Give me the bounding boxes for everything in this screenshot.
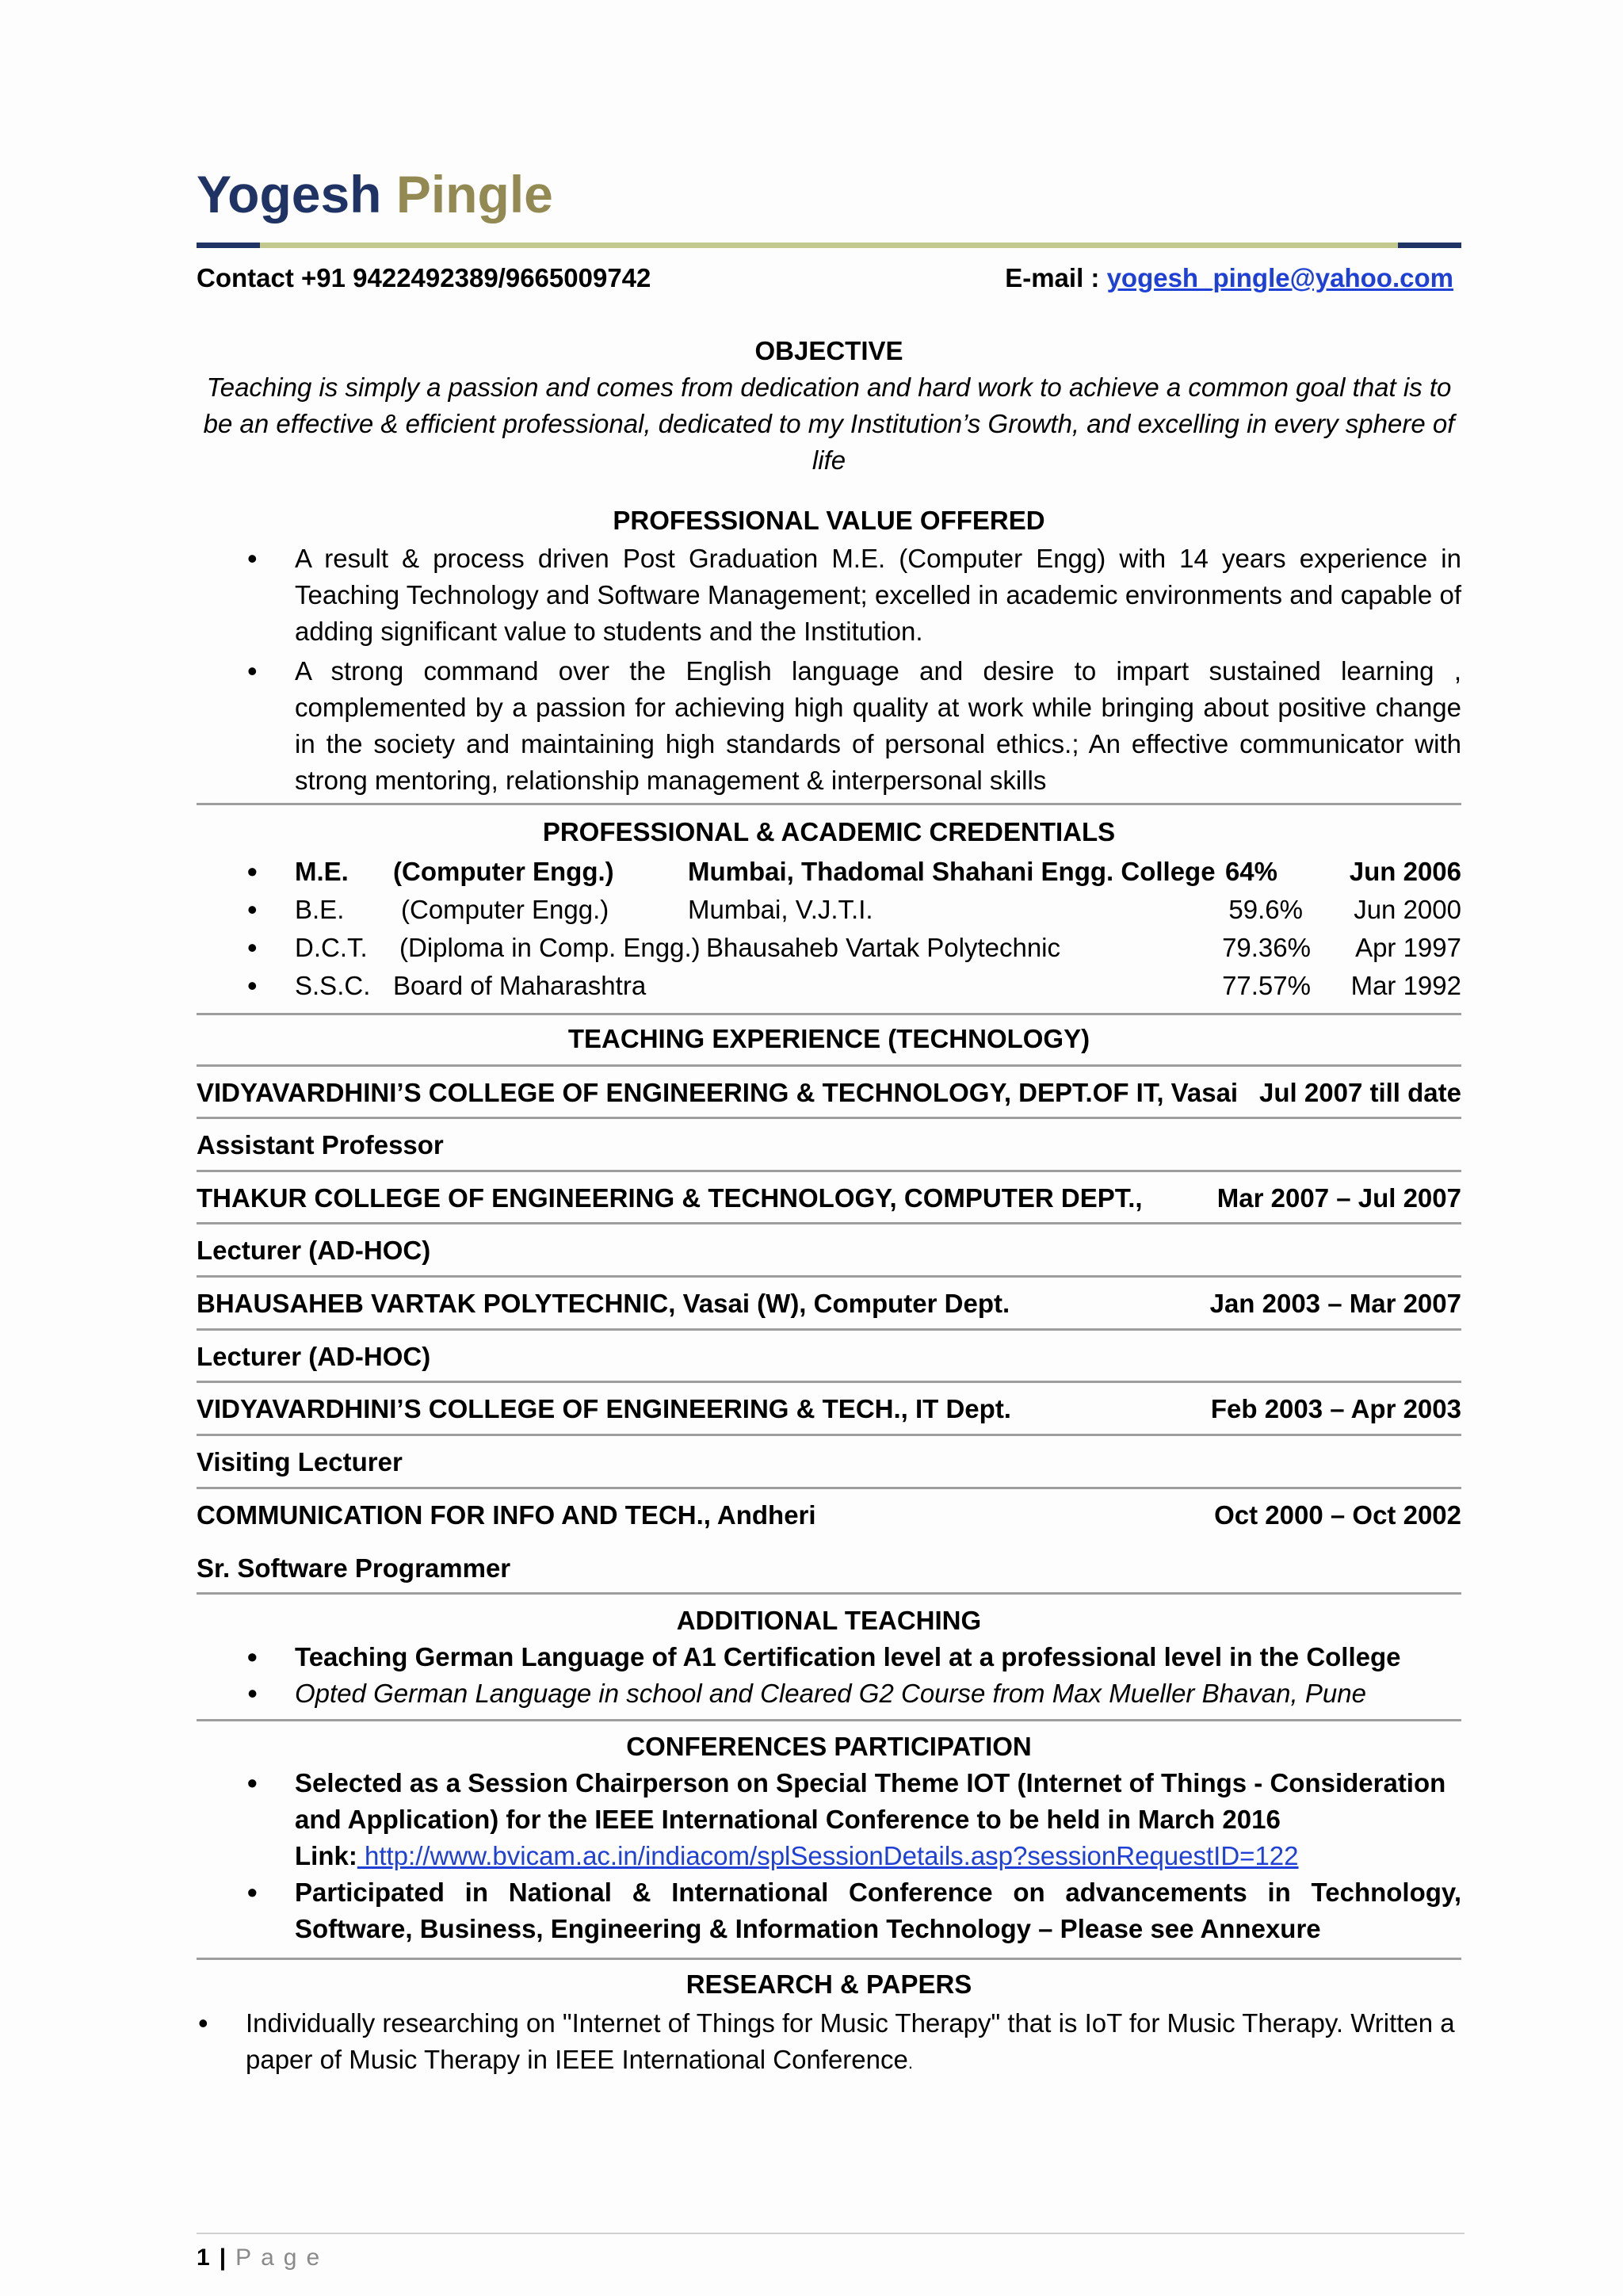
experience-org: VIDYAVARDHINI’S COLLEGE OF ENGINEERING & TECH., IT Dept. xyxy=(197,1394,1011,1423)
experience-org: BHAUSAHEB VARTAK POLYTECHNIC, Vasai (W), Computer Dept. xyxy=(197,1289,1010,1318)
page-separator: | xyxy=(219,2244,227,2271)
divider xyxy=(197,803,1461,805)
additional-list xyxy=(197,1639,1461,1712)
experience-org: THAKUR COLLEGE OF ENGINEERING & TECHNOLOGY, COMPUTER DEPT., xyxy=(197,1183,1143,1213)
page-number: 1 xyxy=(197,2244,210,2271)
experience-org-row xyxy=(197,1067,1461,1119)
credential-degree: M.E. xyxy=(295,857,349,886)
section-heading-research: RESEARCH & PAPERS xyxy=(685,1969,972,1999)
experience-role-row xyxy=(197,1542,1461,1595)
credential-degree: S.S.C. xyxy=(295,971,371,1000)
experience-dates: Feb 2003 – Apr 2003 xyxy=(1210,1394,1461,1423)
experience-role: Sr. Software Programmer xyxy=(197,1553,511,1583)
divider xyxy=(197,1013,1461,1015)
research-list xyxy=(147,2005,1495,2081)
bullet-icon: • xyxy=(247,893,258,926)
conferences-section xyxy=(197,1730,1461,1947)
experience-dates: Oct 2000 – Oct 2002 xyxy=(1214,1500,1461,1530)
experience-role-row xyxy=(197,1331,1461,1383)
section-heading-experience: TEACHING EXPERIENCE (TECHNOLOGY) xyxy=(567,1024,1090,1053)
experience-role: Lecturer (AD-HOC) xyxy=(197,1236,431,1265)
last-name: Pingle xyxy=(395,165,553,223)
page-word: Page xyxy=(235,2244,330,2271)
credential-row xyxy=(197,929,1461,967)
experience-org: VIDYAVARDHINI’S COLLEGE OF ENGINEERING & TECHNOLOGY, DEPT.OF IT, Vasai xyxy=(197,1078,1239,1107)
experience-org-row xyxy=(197,1278,1461,1330)
section-heading-objective: OBJECTIVE xyxy=(754,336,903,365)
objective-section xyxy=(197,334,1461,479)
credential-score: 79.36% xyxy=(1222,933,1311,962)
candidate-name xyxy=(197,162,553,226)
additional-section xyxy=(197,1604,1461,1712)
credential-date: Jun 2006 xyxy=(1349,857,1461,886)
credential-date: Jun 2000 xyxy=(1354,895,1461,924)
value-section xyxy=(197,504,1461,799)
experience-role: Lecturer (AD-HOC) xyxy=(197,1342,431,1371)
objective-text: Teaching is simply a passion and comes from dedication and hard work to achieve a common goal that is to be an effective & efficient professional, dedicated to my Institution’s Growth, and excelling in every sphere of life xyxy=(203,372,1455,475)
credential-institute: Mumbai, V.J.T.I. xyxy=(688,895,873,924)
credential-field: Board of Maharashtra xyxy=(393,971,647,1000)
experience-role-row xyxy=(197,1436,1461,1488)
email-link[interactable]: yogesh_pingle@yahoo.com xyxy=(1106,263,1453,292)
section-heading-conferences: CONFERENCES PARTICIPATION xyxy=(626,1732,1032,1761)
bullet-icon: • xyxy=(247,855,258,888)
credential-field: (Computer Engg.) xyxy=(401,895,609,924)
experience-section xyxy=(197,1022,1461,1056)
credential-date: Mar 1992 xyxy=(1350,971,1461,1000)
credential-row xyxy=(197,967,1461,1005)
conference-item: • Participated in National & International Conference on advancements in Technology, Software, Business, Engineering & Information Technology – Please see Annexure xyxy=(197,1874,1461,1947)
first-name: Yogesh xyxy=(197,165,382,223)
credential-score: 59.6% xyxy=(1228,895,1303,924)
experience-org-row xyxy=(197,1172,1461,1224)
credential-row xyxy=(197,891,1461,929)
experience-org-row xyxy=(197,1489,1461,1541)
additional-item: • Opted German Language in school and Cleared G2 Course from Max Mueller Bhavan, Pune xyxy=(197,1675,1461,1712)
research-section xyxy=(197,1968,1461,2001)
credential-score: 77.57% xyxy=(1222,971,1311,1000)
experience-role: Visiting Lecturer xyxy=(197,1447,403,1477)
credential-degree: D.C.T. xyxy=(295,933,368,962)
divider xyxy=(197,1719,1461,1721)
additional-item: • Teaching German Language of A1 Certification level at a professional level in the College xyxy=(197,1639,1461,1675)
research-text: Individually researching on "Internet of Things for Music Therapy" that is IoT for Music Therapy. Written a paper of Music Therapy in IEEE International Conference xyxy=(246,2008,1455,2074)
experience-org: COMMUNICATION FOR INFO AND TECH., Andheri xyxy=(197,1500,816,1530)
section-heading-additional: ADDITIONAL TEACHING xyxy=(676,1606,982,1635)
conferences-list xyxy=(197,1765,1461,1947)
credential-field: (Diploma in Comp. Engg.) xyxy=(399,933,701,962)
value-item: • A strong command over the English language and desire to impart sustained learning , complemented by a passion for achieving high quality at work while bringing about positive change in the society and maintaining high standards of personal ethics.; An effective communicator with strong mentoring, relationship management & interpersonal skills xyxy=(197,653,1461,799)
divider xyxy=(197,1592,1461,1595)
experience-dates: Jan 2003 – Mar 2007 xyxy=(1209,1289,1461,1318)
bullet-icon: • xyxy=(247,931,258,964)
research-trail: . xyxy=(907,2053,913,2073)
research-item xyxy=(147,2005,1495,2081)
bullet-icon: • xyxy=(247,969,258,1002)
experience-role-row xyxy=(197,1119,1461,1171)
credential-institute: Mumbai, Thadomal Shahani Engg. College xyxy=(688,857,1216,886)
experience-dates: Jul 2007 till date xyxy=(1259,1078,1461,1107)
credential-date: Apr 1997 xyxy=(1355,933,1461,962)
link-label: Link: xyxy=(295,1841,357,1870)
credential-degree: B.E. xyxy=(295,895,345,924)
experience-org-row xyxy=(197,1383,1461,1435)
header-rule xyxy=(197,243,1461,248)
contact-email xyxy=(1005,262,1453,295)
credential-institute: Bhausaheb Vartak Polytechnic xyxy=(706,933,1060,962)
experience-role-row xyxy=(197,1224,1461,1277)
conference-text: Selected as a Session Chairperson on Special Theme IOT (Internet of Things - Consideration and Application) for the IEEE International Conference to be held in March 2016 xyxy=(295,1768,1446,1834)
credential-field: (Computer Engg.) xyxy=(393,857,614,886)
conference-item xyxy=(197,1765,1461,1874)
contact-phone: Contact +91 9422492389/9665009742 xyxy=(197,263,651,292)
email-label: E-mail : xyxy=(1005,263,1107,292)
divider xyxy=(197,1958,1461,1960)
credentials-section xyxy=(197,816,1461,849)
footer-rule xyxy=(197,2233,1465,2234)
experience-dates: Mar 2007 – Jul 2007 xyxy=(1216,1183,1461,1213)
section-heading-credentials: PROFESSIONAL & ACADEMIC CREDENTIALS xyxy=(542,817,1116,846)
value-list xyxy=(197,541,1461,799)
experience-role: Assistant Professor xyxy=(197,1130,444,1159)
conference-link[interactable]: http://www.bvicam.ac.in/indiacom/splSessionDetails.asp?sessionRequestID=122 xyxy=(357,1841,1299,1870)
credential-row xyxy=(197,853,1461,891)
page-indicator xyxy=(197,2242,329,2274)
credential-score: 64% xyxy=(1224,857,1277,886)
section-heading-value: PROFESSIONAL VALUE OFFERED xyxy=(613,506,1045,535)
value-item: • A result & process driven Post Graduation M.E. (Computer Engg) with 14 years experience in Teaching Technology and Software Management; excelled in academic environments and capable of adding significant value to students and the Institution. xyxy=(197,541,1461,650)
